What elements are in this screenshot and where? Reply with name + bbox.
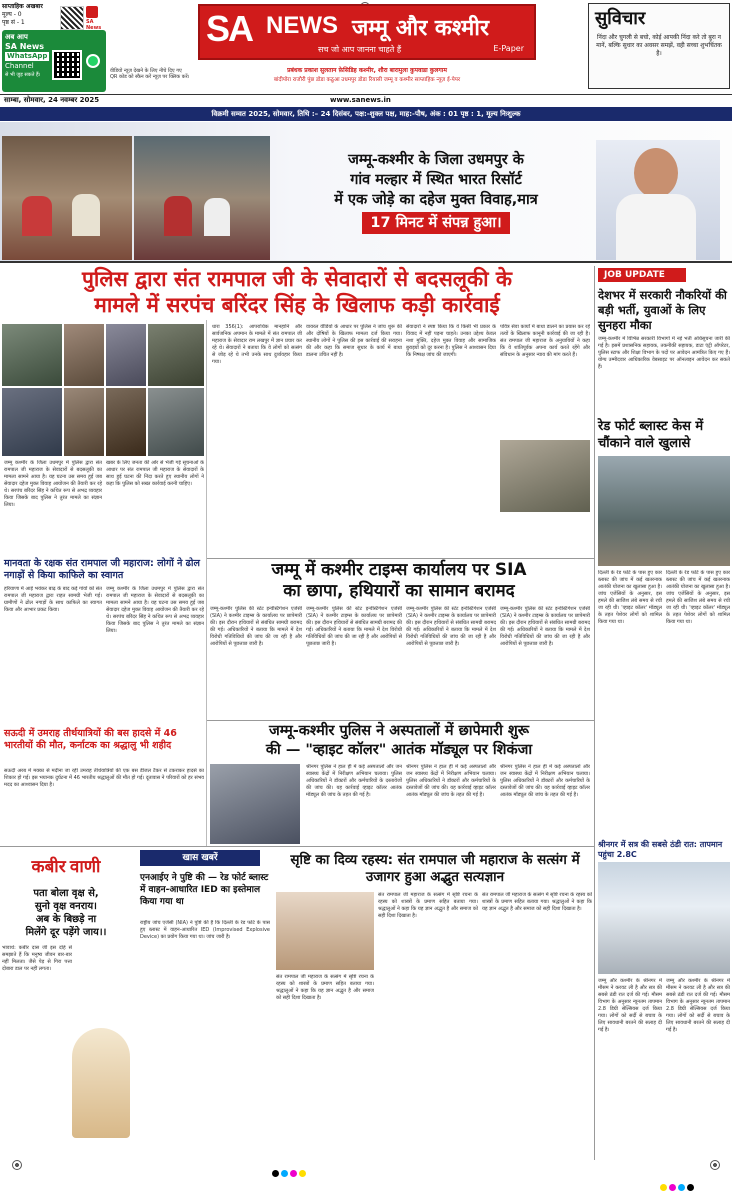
wedding-photo xyxy=(2,136,132,260)
story-photo xyxy=(64,388,104,456)
saudi-body: सऊदी अरब में मक्का से मदीना जा रही उमराह तीर्थयात्रियों की एक बस डीजल टैंकर से टकराकर हादसे का शिकार हो गई। इस भयानक दुर्घटना में 46 भारतीय श्रद्धालुओं की मौत हो गई। दूतावास ने परिवारों को हर संभव मदद का आश्वासन दिया है। xyxy=(4,768,204,788)
suvichar-title: सुविचार xyxy=(595,8,646,29)
promo-line: Channel xyxy=(5,62,34,70)
brand-news: NEWS xyxy=(266,12,338,39)
sia-body: जम्मू-कश्मीर पुलिस की स्टेट इन्वेस्टिगेशन एजेंसी (SIA) ने कश्मीर टाइम्स के कार्यालय पर छापेमारी की। इस दौरान हथियारों से संबंधित सामग्री बरामद की गई। अधिकारियों ने बताया कि मामले में देश विरोधी गतिविधियों की जांच की जा रही है और आरोपियों से पूछताछ जारी है। xyxy=(306,606,402,647)
manavta-headline: मानवता के रक्षक संत रामपाल जी महाराज: लोगों ने ढोल नगाड़ों से किया काफिले का स्वागत xyxy=(4,558,200,581)
couplet-line: सुनो वृक्ष वनराय। xyxy=(35,901,97,912)
lead-headline-line: मामले में सरपंच बरिंदर सिंह के खिलाफ कड़ी कार्रवाई xyxy=(94,293,500,317)
hospital-headline-line: जम्मू-कश्मीर पुलिस ने अस्पतालों में छापेमारी शुरू xyxy=(268,723,530,739)
couplet-line: मिलेंगे दूर पड़ेंगे जाय।। xyxy=(25,927,107,938)
banner xyxy=(0,122,732,263)
sia-headline-line: जम्मू में कश्मीर टाइम्स कार्यालय पर SIA xyxy=(271,560,527,580)
sia-body: जम्मू-कश्मीर पुलिस की स्टेट इन्वेस्टिगेशन एजेंसी (SIA) ने कश्मीर टाइम्स के कार्यालय पर छापेमारी की। इस दौरान हथियारों से संबंधित सामग्री बरामद की गई। अधिकारियों ने बताया कि मामले में देश विरोधी गतिविधियों की जांच की जा रही है और आरोपियों से पूछताछ जारी है। xyxy=(406,606,496,647)
saint-portrait xyxy=(596,140,720,260)
wedding-photo xyxy=(134,136,270,260)
whatsapp-promo[interactable] xyxy=(2,30,106,92)
promo-line: SA News xyxy=(5,42,45,51)
job-body: जम्मू-कश्मीर में विभिन्न सरकारी विभागों में नई भर्ती अधिसूचना जारी की गई है। इसमें प्रशासनिक सहायक, तकनीकी सहायक, डाटा एंट्री ऑपरेटर, पुलिस स्टाफ और शिक्षा विभाग के पदों पर आवेदन आमंत्रित किए गए हैं। योग्य उम्मीदवार आधिकारिक वेबसाइट पर ऑनलाइन आवेदन कर सकते हैं। xyxy=(598,336,730,370)
story-photo xyxy=(64,324,104,386)
satsang-body: संत रामपाल जी महाराज के सत्संग में सृष्टि रचना के रहस्य को शास्त्रों के प्रमाण सहित बताया गया। श्रद्धालुओं ने कहा कि यह ज्ञान अद्भुत है और समाज को सही दिशा दिखाता है। xyxy=(276,974,374,1001)
suvichar-box xyxy=(588,3,730,89)
job-headline: देशभर में सरकारी नौकरियों की बड़ी भर्ती, युवाओं के लिए सुनहरा मौका xyxy=(598,288,727,332)
hospital-body: श्रीनगर पुलिस ने हाल ही में कई अस्पतालों और जन स्वास्थ्य केंद्रों में निरीक्षण अभियान चलाया। पुलिस अधिकारियों ने डॉक्टरों और कर्मचारियों के दस्तावेजों की जांच की। यह कार्रवाई व्हाइट कॉलर आतंक मॉड्यूल की जांच के तहत की गई है। xyxy=(306,764,402,798)
lead-body: वायरल वीडियो के आधार पर पुलिस ने जांच शुरू की और दोषियों के खिलाफ मामला दर्ज किया गया। स्थानीय लोगों ने पुलिस की इस कार्रवाई की सराहना की और कहा कि समाज सुधार के कार्य में बाधा डालना उचित नहीं है। xyxy=(306,324,402,358)
satsang-body: संत रामपाल जी महाराज के सत्संग में सृष्टि रचना के रहस्य को शास्त्रों के प्रमाण सहित बताया गया। श्रद्धालुओं ने कहा कि यह ज्ञान अद्भुत है और समाज को सही दिशा दिखाता है। xyxy=(378,892,478,919)
promo-line: अब आप xyxy=(5,33,28,41)
special-label: खास खबरें xyxy=(140,850,260,866)
satsang-headline: सृष्टि का दिव्य रहस्य: संत रामपाल जी महाराज के सत्संग में उजागर हुआ अद्भुत सत्यज्ञान xyxy=(290,852,580,885)
promo-line: WhatsApp xyxy=(7,52,48,60)
lead-body: सेवादारों ने स्पष्ट किया कि वे किसी भी प्रकार के विवाद में नहीं पड़ना चाहते। उनका उद्देश्य केवल नशा मुक्ति, दहेज मुक्त विवाह और सामाजिक बुराइयों को दूर करना है। पुलिस ने आश्वासन दिया कि निष्पक्ष जांच की जाएगी। xyxy=(406,324,496,358)
lead-headline xyxy=(4,266,590,318)
kabir-couplet xyxy=(2,887,130,939)
color-bar xyxy=(272,1170,306,1177)
brand-tagline: सच जो आप जानना चाहते हैं xyxy=(318,45,402,54)
suvichar-text: निंदा और चुगली से बचो, कोई आपकी निंदा करे तो बुरा न मानें, बल्कि सुधार का अवसर समझें, वही सच्चा शुभचिंतक है। xyxy=(596,34,722,57)
brand-sa: SA xyxy=(206,8,253,49)
lead-body: जम्मू कश्मीर के जिला उधमपुर में पुलिस द्वारा संत रामपाल जी महाराज के सेवादारों से बदसलूकी का मामला सामने आया है। यह घटना उस समय हुई जब सेवादार दहेज मुक्त विवाह आयोजन की तैयारी कर रहे थे। सरपंच बरिंदर सिंह ने कथित रूप से अभद्र व्यवहार किया जिसके बाद पुलिस ने तुरंत मामले का संज्ञान लिया। xyxy=(4,460,102,508)
srinagar-photo xyxy=(598,862,730,974)
date-line xyxy=(0,94,732,106)
lead-body: खबर के लिए जनता की ओर से भेजी गई सूचनाओं के आधार पर संत रामपाल जी महाराज के सेवादारों के साथ हुई घटना की निंदा करते हुए स्थानीय लोगों ने कहा कि पुलिस को सख्त कार्रवाई करनी चाहिए। xyxy=(106,460,204,487)
srinagar-headline: श्रीनगर में सत्र की सबसे ठंडी रात: तापमान पहुंचा 2.8C xyxy=(598,840,723,859)
banner-line: गांव मल्हार में स्थित भारत रिसॉर्ट xyxy=(350,172,522,188)
qr-icon-secondary[interactable] xyxy=(60,6,84,30)
manavta-body: जम्मू कश्मीर के जिला उधमपुर में पुलिस द्वारा संत रामपाल जी महाराज के सेवादारों से बदसलूकी का मामला सामने आया है। यह घटना उस समय हुई जब सेवादार दहेज मुक्त विवाह आयोजन की तैयारी कर रहे थे। सरपंच बरिंदर सिंह ने कथित रूप से अभद्र व्यवहार किया जिसके बाद पुलिस ने तुरंत मामले का संज्ञान लिया। xyxy=(106,586,204,634)
story-photo xyxy=(106,324,146,386)
srinagar-body: जम्मू और कश्मीर के श्रीनगर में मौसम ने करवट ली है और सत्र की सबसे ठंडी रात दर्ज की गई। मौसम विभाग के अनुसार न्यूनतम तापमान 2.8 डिग्री सेल्सियस दर्ज किया गया। लोगों को सर्दी से बचाव के लिए सावधानी बरतने की सलाह दी गई है। xyxy=(598,978,662,1033)
divider xyxy=(206,558,594,559)
banner-text xyxy=(276,150,596,234)
redfort-headline: रेड फोर्ट ब्लास्ट केस में चौंकाने वाले खुलासे xyxy=(598,419,704,451)
kabir-meaning: भावार्थ: कबीर दास जी इस दोहे से समझाते हैं कि मनुष्य जीवन बार-बार नहीं मिलता। जैसे पेड़ से गिरा पत्ता दोबारा डाल पर नहीं लगता। xyxy=(2,945,72,972)
qr-code-icon[interactable] xyxy=(52,50,82,80)
color-bar xyxy=(660,1184,694,1191)
logo-text: SA News xyxy=(86,19,102,31)
kabir-box xyxy=(2,850,130,1160)
banner-highlight: 17 मिनट में संपन्न हुआ। xyxy=(362,212,509,234)
sa-news-logo-small xyxy=(86,6,108,31)
editor-line: बांदीपोरा राजौरी पुंछ डोडा कठुआ उधमपुर डोडा रियासी जम्मू व कश्मीर साप्ताहिक न्यूज़ ई-पेपर xyxy=(273,77,461,83)
lead-body: पवित्र सेवा कार्यों में बाधा डालने का प्रयास कर रहे तत्वों के खिलाफ कानूनी कार्रवाई की जा रही है। संत रामपाल जी महाराज के अनुयायियों ने कहा कि वे शांतिपूर्वक अपना कार्य करते रहेंगे और संविधान के अनुसार न्याय की मांग करते हैं। xyxy=(500,324,590,358)
hospital-body: श्रीनगर पुलिस ने हाल ही में कई अस्पतालों और जन स्वास्थ्य केंद्रों में निरीक्षण अभियान चलाया। पुलिस अधिकारियों ने डॉक्टरों और कर्मचारियों के दस्तावेजों की जांच की। यह कार्रवाई व्हाइट कॉलर आतंक मॉड्यूल की जांच के तहत की गई है। xyxy=(406,764,496,798)
divider xyxy=(0,846,594,847)
promo-line: से भी जुड़ सकते हैं। xyxy=(5,72,41,78)
couplet-line: पता बोला वृक्ष से, xyxy=(33,888,99,899)
hospital-headline xyxy=(208,722,590,760)
story-photo xyxy=(2,324,62,386)
pages: पृष्ठ सं - 1 xyxy=(2,19,25,26)
banner-line: में एक जोड़े का दहेज मुक्त विवाह,मात्र xyxy=(334,192,538,208)
brand-logo[interactable] xyxy=(198,4,536,60)
banner-line: जम्मू-कश्मीर के जिला उधमपुर के xyxy=(348,152,524,168)
lead-body: धारा 356(1): आपराधिक मानहानि और सार्वजनिक अपमान के मामले में संत रामपाल जी महाराज के सेवादार राम लखपुर में ज्ञान प्रचार कर रहे थे। सेवादारों ने बताया कि वे लोगों को सत्संग से जोड़ रहे थे तभी उनके साथ दुर्व्यवहार किया गया। xyxy=(212,324,302,365)
registration-mark xyxy=(12,1160,22,1170)
story-photo xyxy=(106,388,146,456)
brand-region: जम्मू और कश्मीर xyxy=(352,16,489,41)
issue-date: साम्बा, सोमवार, 24 नवम्बर 2025 xyxy=(4,96,100,104)
story-photo xyxy=(2,388,62,456)
website-link[interactable]: www.sanews.in xyxy=(330,96,391,104)
story-photo xyxy=(148,324,204,386)
saudi-headline: सऊदी में उमराह तीर्थयात्रियों की बस हादसे में 46 भारतीयों की मौत, कर्नाटक का श्रद्धालु भी शहीद xyxy=(4,728,177,751)
job-update-label: JOB UPDATE xyxy=(598,268,686,282)
qr-caption: वीडियो न्यूज़ देखने के लिए नीचे दिए गए QR कोड को स्कैन करें न्यूज़ पर क्लिक करें। xyxy=(110,68,190,80)
srinagar-body: जम्मू और कश्मीर के श्रीनगर में मौसम ने करवट ली है और सत्र की सबसे ठंडी रात दर्ज की गई। मौसम विभाग के अनुसार न्यूनतम तापमान 2.8 डिग्री सेल्सियस दर्ज किया गया। लोगों को सर्दी से बचाव के लिए सावधानी बरतने की सलाह दी गई है। xyxy=(666,978,730,1033)
sia-body: जम्मू-कश्मीर पुलिस की स्टेट इन्वेस्टिगेशन एजेंसी (SIA) ने कश्मीर टाइम्स के कार्यालय पर छापेमारी की। इस दौरान हथियारों से संबंधित सामग्री बरामद की गई। अधिकारियों ने बताया कि मामले में देश विरोधी गतिविधियों की जांच की जा रही है और आरोपियों से पूछताछ जारी है। xyxy=(210,606,302,647)
couplet-line: अब के बिछड़े ना xyxy=(35,914,97,925)
masthead-meta xyxy=(2,3,62,27)
divider xyxy=(206,320,207,846)
brand-epaper: E-Paper xyxy=(493,44,524,53)
sia-headline xyxy=(208,560,590,602)
story-photo xyxy=(500,440,590,512)
lead-headline-line: पुलिस द्वारा संत रामपाल जी के सेवादारों से बदसलूकी के xyxy=(81,267,513,291)
registration-mark xyxy=(710,1160,720,1170)
special-body: राष्ट्रीय जांच एजेंसी (NIA) ने पुष्टि की है कि दिल्ली के रेड फोर्ट के पास हुए ब्लास्ट में वाहन-आधारित IED (Improvised Explosive Device) का प्रयोग किया गया था। जांच जारी है। xyxy=(140,920,270,940)
sia-body: जम्मू-कश्मीर पुलिस की स्टेट इन्वेस्टिगेशन एजेंसी (SIA) ने कश्मीर टाइम्स के कार्यालय पर छापेमारी की। इस दौरान हथियारों से संबंधित सामग्री बरामद की गई। अधिकारियों ने बताया कि मामले में देश विरोधी गतिविधियों की जांच की जा रही है और आरोपियों से पूछताछ जारी है। xyxy=(500,606,590,647)
hospital-headline-line: की — "व्हाइट कॉलर" आतंक मॉड्यूल पर शिकंजा xyxy=(265,742,533,758)
divider xyxy=(594,266,595,1160)
sia-headline-line: का छापा, हथियारों का सामान बरामद xyxy=(283,581,515,601)
info-bar: विक्रमी सम्वत 2025, सोमवार, तिथि :– 24 दिसंबर, पक्ष:-शुक्ल पक्ष, माह:-पौष, अंक : 01 पृष्ठ : 1, मूल्य निःशुल्क xyxy=(0,107,732,121)
hospital-body: श्रीनगर पुलिस ने हाल ही में कई अस्पतालों और जन स्वास्थ्य केंद्रों में निरीक्षण अभियान चलाया। पुलिस अधिकारियों ने डॉक्टरों और कर्मचारियों के दस्तावेजों की जांच की। यह कार्रवाई व्हाइट कॉलर आतंक मॉड्यूल की जांच के तहत की गई है। xyxy=(500,764,590,798)
kabir-illustration xyxy=(72,1028,130,1138)
story-photo xyxy=(148,388,204,456)
kabir-title: कबीर वाणी xyxy=(31,857,101,876)
redfort-photo xyxy=(598,456,730,566)
weekly-label: साप्ताहिक अखबार xyxy=(2,3,43,10)
divider xyxy=(206,720,594,721)
manavta-body: हरियाणा में आई भयंकर बाढ़ के बाद कई गांवों को संत रामपाल जी महाराज द्वारा राहत सामग्री भेजी गई। ग्रामीणों ने ढोल नगाड़ों के साथ काफिले का स्वागत किया और आभार प्रकट किया। xyxy=(4,586,102,613)
special-headline: एनआईए ने पुष्टि की — रेड फोर्ट ब्लास्ट में वाहन-आधारित IED का इस्तेमाल किया गया था xyxy=(140,873,269,907)
price: मूल्य - 0 xyxy=(2,11,22,18)
whatsapp-icon xyxy=(86,54,100,68)
satsang-body: संत रामपाल जी महाराज के सत्संग में सृष्टि रचना के रहस्य को शास्त्रों के प्रमाण सहित बताया गया। श्रद्धालुओं ने कहा कि यह ज्ञान अद्भुत है और समाज को सही दिशा दिखाता है। xyxy=(482,892,592,912)
redfort-body: दिल्ली के रेड फोर्ट के पास हुए कार ब्लास्ट की जांच में कई खतरनाक आतंकी योजना का खुलासा हुआ है। जांच एजेंसियों के अनुसार, इस हमले की साजिश लंबे समय से रची जा रही थी। 'व्हाइट कॉलर' मॉड्यूल के तहत पेशेवर लोगों को शामिल किया गया था। xyxy=(598,570,662,625)
satsang-photo xyxy=(276,892,374,970)
redfort-body: दिल्ली के रेड फोर्ट के पास हुए कार ब्लास्ट की जांच में कई खतरनाक आतंकी योजना का खुलासा हुआ है। जांच एजेंसियों के अनुसार, इस हमले की साजिश लंबे समय से रची जा रही थी। 'व्हाइट कॉलर' मॉड्यूल के तहत पेशेवर लोगों को शामिल किया गया था। xyxy=(666,570,730,625)
editor-line: प्रबंधक प्रकाश सुलतान फ़ेसिडिह कश्मीर, शौरा बारामुला कुपवाडा कुलगाम xyxy=(287,67,447,74)
hospital-photo xyxy=(210,764,300,844)
